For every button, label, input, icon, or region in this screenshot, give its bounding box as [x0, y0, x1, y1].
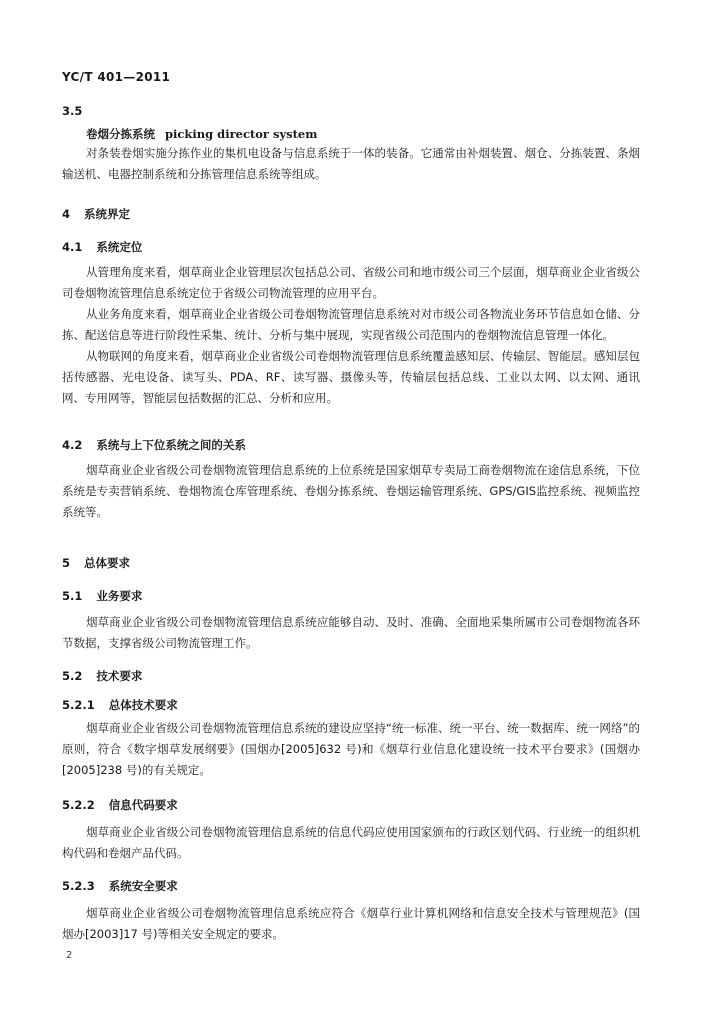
- section-3-5: [62, 104, 640, 118]
- section-5-2-1-heading: [62, 697, 640, 713]
- paragraph: 烟草商业企业省级公司卷烟物流管理信息系统的上位系统是国家烟草专卖局工商卷烟物流在途信息系统，下位系统是专卖营销系统、卷烟物流仓库管理系统、卷烟分拣系统、卷烟运输管理系统、GPS/GIS监控系统、视频监控系统等。: [62, 463, 640, 519]
- paragraph: 烟草商业企业省级公司卷烟物流管理信息系统应能够自动、及时、准确、全面地采集所属市公司卷烟物流各环节数据，支撑省级公司物流管理工作。: [62, 615, 640, 650]
- term-en: picking director system: [165, 127, 318, 141]
- section-5-heading: [62, 555, 640, 571]
- term-zh: 卷烟分拣系统: [86, 127, 155, 141]
- term-heading: [86, 126, 640, 142]
- paragraph: 从物联网的角度来看，烟草商业企业省级公司卷烟物流管理信息系统覆盖感知层、传输层、智能层。感知层包括传感器、光电设备、读写头、PDA、RF、读写器、摄像头等，传输层包括总线、工业以太网、以太网、通讯网、专用网等，智能层包括数据的汇总、分析和应用。: [62, 349, 640, 405]
- paragraph: 烟草商业企业省级公司卷烟物流管理信息系统的信息代码应使用国家颁布的行政区划代码、行业统一的组织机构代码和卷烟产品代码。: [62, 825, 640, 860]
- section-5-2-2-heading: [62, 797, 640, 813]
- section-4-1-body: [62, 262, 640, 409]
- section-5-2-3-heading: [62, 878, 640, 894]
- section-5-2-3-number: 5.2.3: [62, 879, 95, 893]
- section-4-2-number: 4.2: [62, 438, 83, 452]
- section-4-1-heading: [62, 239, 640, 255]
- section-4-heading: [62, 206, 640, 222]
- standard-code-header: YC/T 401—2011: [62, 70, 171, 84]
- section-3-5-number: 3.5: [62, 104, 83, 118]
- section-5-2-2-title: 信息代码要求: [108, 798, 178, 812]
- section-5-1-title: 业务要求: [96, 589, 143, 603]
- section-5-1-number: 5.1: [62, 589, 83, 603]
- section-5-2-1-body: [62, 718, 640, 781]
- paragraph: 从业务角度来看，烟草商业企业省级公司卷烟物流管理信息系统对对市级公司各物流业务环节信息如仓储、分拣、配送信息等进行阶段性采集、统计、分析与集中展现，实现省级公司范围内的卷烟物流信息管理一体化。: [62, 307, 640, 342]
- section-5-number: 5: [62, 556, 71, 570]
- section-5-2-1-title: 总体技术要求: [108, 698, 178, 712]
- term-entry: [86, 126, 640, 142]
- section-5-2-3-body: [62, 903, 640, 945]
- section-4-2-title: 系统与上下位系统之间的关系: [96, 438, 246, 452]
- section-4-number: 4: [62, 207, 71, 221]
- paragraph: 烟草商业企业省级公司卷烟物流管理信息系统应符合《烟草行业计算机网络和信息安全技术与管理规范》(国烟办[2003]17 号)等相关安全规定的要求。: [62, 906, 640, 941]
- section-5-2-2-number: 5.2.2: [62, 798, 95, 812]
- term-definition-block: [62, 143, 640, 185]
- section-5-2-1-number: 5.2.1: [62, 698, 95, 712]
- section-5-title: 总体要求: [84, 556, 131, 570]
- page-number: 2: [66, 950, 73, 961]
- section-5-2-title: 技术要求: [96, 669, 143, 683]
- section-4-2-body: [62, 460, 640, 523]
- section-5-2-2-body: [62, 822, 640, 864]
- section-5-2-heading: [62, 668, 640, 684]
- section-4-1-number: 4.1: [62, 240, 83, 254]
- paragraph: 烟草商业企业省级公司卷烟物流管理信息系统的建设应坚持“统一标准、统一平台、统一数据库、统一网络”的原则，符合《数字烟草发展纲要》(国烟办[2005]632 号)和《烟草行业信息化建设统一技术平台要求》(国烟办[2005]238 号)的有关规定。: [62, 721, 640, 777]
- section-4-1-title: 系统定位: [96, 240, 143, 254]
- term-definition: 对条装卷烟实施分拣作业的集机电设备与信息系统于一体的装备。它通常由补烟装置、烟仓、分拣装置、条烟输送机、电器控制系统和分拣管理信息系统等组成。: [62, 146, 640, 181]
- section-5-1-body: [62, 612, 640, 654]
- section-5-2-3-title: 系统安全要求: [108, 879, 178, 893]
- paragraph: 从管理角度来看，烟草商业企业管理层次包括总公司、省级公司和地市级公司三个层面，烟草商业企业省级公司卷烟物流管理信息系统定位于省级公司物流管理的应用平台。: [62, 265, 640, 300]
- section-5-1-heading: [62, 588, 640, 604]
- section-4-2-heading: [62, 437, 640, 453]
- section-5-2-number: 5.2: [62, 669, 83, 683]
- section-4-title: 系统界定: [84, 207, 131, 221]
